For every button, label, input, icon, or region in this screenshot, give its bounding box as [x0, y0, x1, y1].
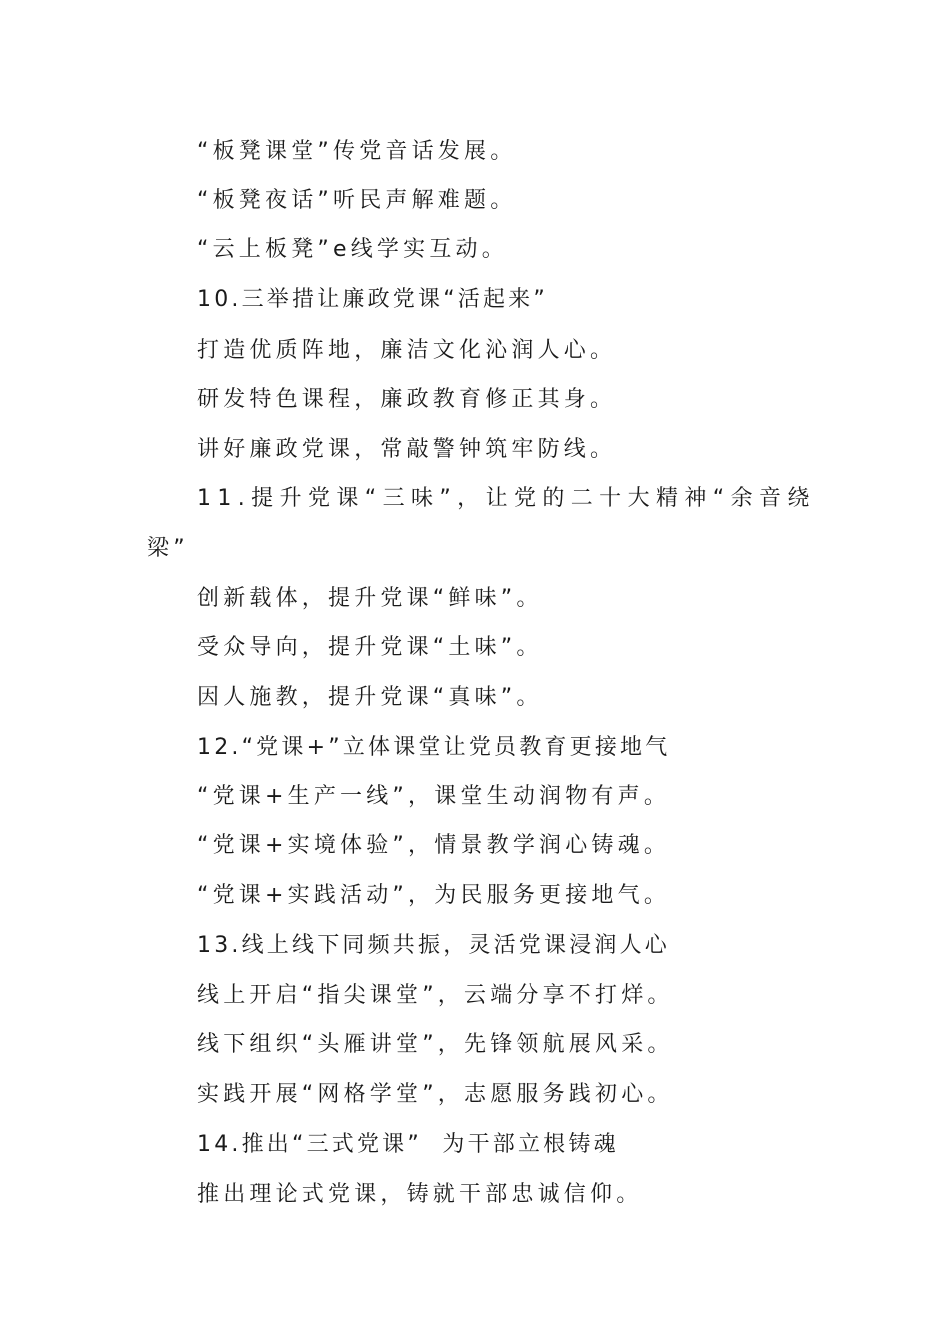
- paragraph-line: 创新载体，提升党课“鲜味”。: [197, 586, 543, 611]
- paragraph-line: 因人施教，提升党课“真味”。: [197, 685, 543, 710]
- paragraph-line: 线下组织“头雁讲堂”，先锋领航展风采。: [197, 1032, 674, 1057]
- section-heading-12: 12.“党课+”立体课堂让党员教育更接地气: [197, 735, 671, 760]
- section-heading-11: 11.提升党课“三味”，让党的二十大精神“余音绕: [197, 486, 816, 511]
- section-heading-11-continued: 梁”: [147, 536, 189, 561]
- paragraph-line: 打造优质阵地，廉洁文化沁润人心。: [197, 338, 617, 363]
- paragraph-line: “党课+实践活动”，为民服务更接地气。: [197, 883, 671, 908]
- paragraph-line: “板凳课堂”传党音话发展。: [197, 139, 517, 164]
- paragraph-line: 研发特色课程，廉政教育修正其身。: [197, 387, 617, 412]
- paragraph-line: 受众导向，提升党课“土味”。: [197, 635, 543, 660]
- paragraph-line: 推出理论式党课，铸就干部忠诚信仰。: [197, 1182, 643, 1207]
- paragraph-line: “党课+实境体验”，情景教学润心铸魂。: [197, 833, 671, 858]
- section-heading-10: 10.三举措让廉政党课“活起来”: [197, 287, 548, 312]
- paragraph-line: 讲好廉政党课，常敲警钟筑牢防线。: [197, 437, 617, 462]
- paragraph-line: 实践开展“网格学堂”，志愿服务践初心。: [197, 1082, 674, 1107]
- paragraph-line: “板凳夜话”听民声解难题。: [197, 188, 517, 213]
- section-heading-13: 13.线上线下同频共振，灵活党课浸润人心: [197, 933, 670, 958]
- paragraph-line: 线上开启“指尖课堂”，云端分享不打烊。: [197, 983, 674, 1008]
- paragraph-line: “党课+生产一线”，课堂生动润物有声。: [197, 784, 671, 809]
- paragraph-line: “云上板凳”e线学实互动。: [197, 237, 508, 262]
- section-heading-14: 14.推出“三式党课” 为干部立根铸魂: [197, 1132, 619, 1157]
